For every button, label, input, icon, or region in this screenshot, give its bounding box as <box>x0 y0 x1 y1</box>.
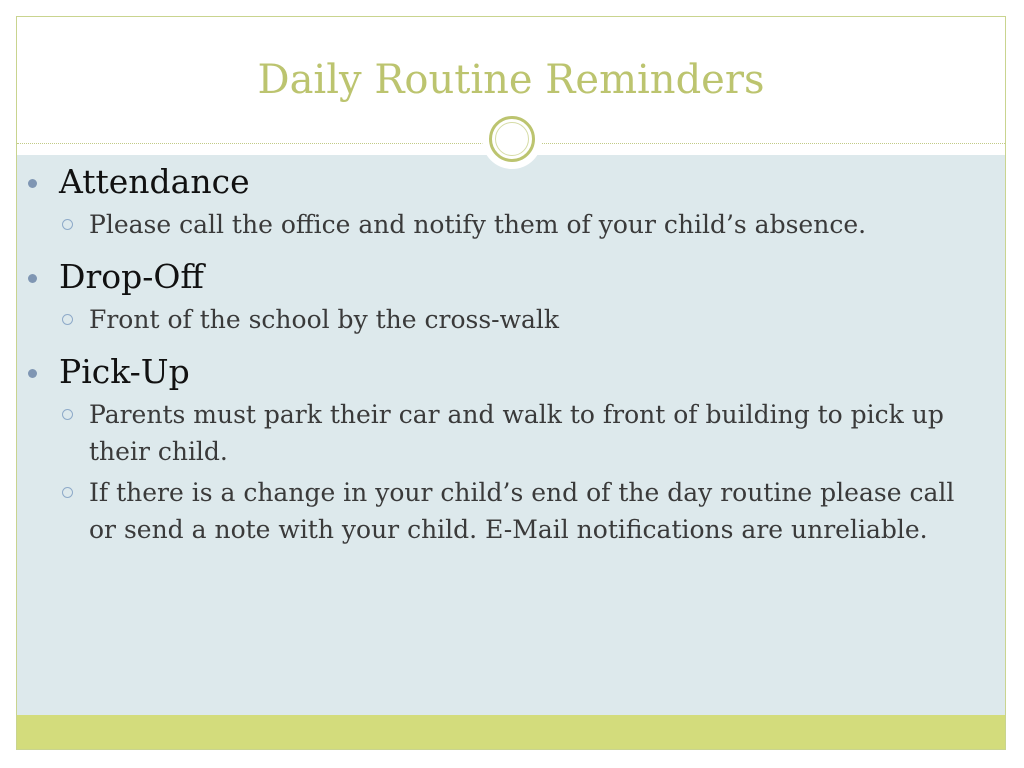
hollow-circle-bullet-icon <box>62 314 73 325</box>
section-drop-off <box>28 255 968 299</box>
list-item-text: If there is a change in your child’s end of the day routine please call or send a note with your child. E-Mail notifications are unreliable. <box>89 478 955 544</box>
list-item <box>62 301 968 338</box>
list-item <box>62 396 968 470</box>
sub-list-attendance <box>62 206 968 243</box>
list-item-text: Parents must park their car and walk to front of building to pick up their child. <box>89 400 944 466</box>
sub-list-drop-off <box>62 301 968 338</box>
ornament-inner-ring <box>495 122 529 156</box>
list-item-text: Please call the office and notify them of your child’s absence. <box>89 210 867 239</box>
slide-title: Daily Routine Reminders <box>257 57 765 103</box>
list-item <box>62 206 968 243</box>
hollow-circle-bullet-icon <box>62 487 73 498</box>
list-item <box>62 474 968 548</box>
section-pick-up <box>28 350 968 394</box>
filled-circle-bullet-icon <box>28 369 37 378</box>
list-item-text: Front of the school by the cross-walk <box>89 305 560 334</box>
hollow-circle-bullet-icon <box>62 409 73 420</box>
section-heading: Pick-Up <box>59 352 190 391</box>
ring-ornament-icon <box>484 111 540 167</box>
ornament-outer-ring <box>489 116 535 162</box>
bullet-list <box>28 160 968 552</box>
footer-bar <box>17 715 1005 750</box>
sub-list-pick-up <box>62 396 968 548</box>
filled-circle-bullet-icon <box>28 274 37 283</box>
section-heading: Drop-Off <box>59 257 204 296</box>
section-attendance <box>28 160 968 204</box>
hollow-circle-bullet-icon <box>62 219 73 230</box>
filled-circle-bullet-icon <box>28 179 37 188</box>
section-heading: Attendance <box>59 162 250 201</box>
